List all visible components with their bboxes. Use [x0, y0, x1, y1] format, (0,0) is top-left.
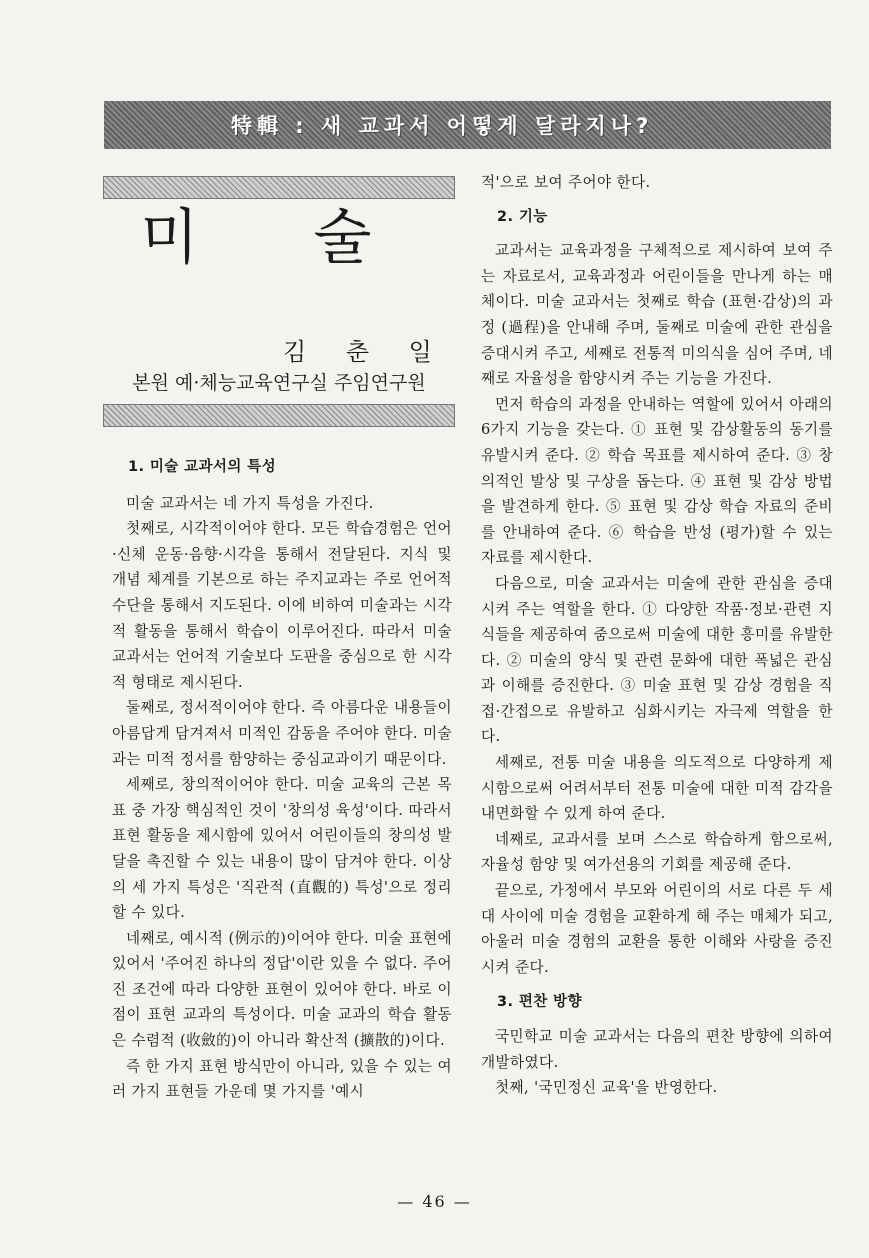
article-title: 미 술: [140, 203, 420, 273]
section-2-heading: 2. 기능: [497, 208, 548, 225]
paragraph: 다음으로, 미술 교과서는 미술에 관한 관심을 증대시켜 주는 역할을 한다. ① 다양한 작품·정보·관련 지식들을 제공하여 줌으로써 미술에 대한 흥미를 유발한다. ② 미술의 양식 및 관련 문화에 대한 폭넓은 관심과 이해를 증진한다. ③ 미술 표현 및 감상 경험을 직접·간접으로 유발하고 심화시키는 자극제 역할을 한다.: [481, 574, 833, 746]
paragraph: 교과서는 교육과정을 구체적으로 제시하여 보여 주는 자료로서, 교육과정과 어린이들을 만나게 하는 매체이다. 미술 교과서는 첫째로 학습 (표현·감상)의 과정 (過程)을 안내해 주며, 둘째로 미술에 관한 관심을 증대시켜 주고, 세째로 전통적 미의식을 심어 주며, 네째로 자율성을 함양시켜 주는 기능을 가진다.: [481, 242, 833, 388]
banner-title: 特輯 : 새 교과서 어떻게 달라지나?: [231, 114, 654, 138]
paragraph: 세째로, 창의적이어야 한다. 미술 교육의 근본 목표 중 가장 핵심적인 것이 '창의성 육성'이다. 따라서 표현 활동을 제시함에 있어서 어린이들의 창의성 발달을 촉진할 수 있는 내용이 많이 담겨야 한다. 이상의 세 가지 특성은 '직관적 (直觀的) 특성'으로 정리할 수 있다.: [112, 776, 452, 922]
section-1-heading: 1. 미술 교과서의 특성: [128, 459, 276, 475]
paragraph: 국민학교 미술 교과서는 다음의 편찬 방향에 의하여 개발하였다.: [481, 1028, 833, 1071]
page-number: — 46 —: [397, 1192, 472, 1211]
paragraph: 첫째, '국민정신 교육'을 반영한다.: [495, 1079, 718, 1097]
paragraph: 끝으로, 가정에서 부모와 어린이의 서로 다른 두 세대 사이에 미술 경험을 교환하게 해 주는 매체가 되고, 아울러 미술 경험의 교환을 통한 이해와 사랑을 증진시켜 준다.: [481, 882, 833, 976]
feature-banner: [104, 101, 831, 149]
author-name: 김 춘 일: [283, 338, 448, 366]
paragraph: 먼저 학습의 과정을 안내하는 역할에 있어서 아래의 6가지 기능을 갖는다. ① 표현 및 감상활동의 동기를 유발시켜 준다. ② 학습 목표를 제시하여 준다. ③ 창의적인 발상 및 구상을 돕는다. ④ 표현 및 감상 방법을 발견하게 한다. ⑤ 표현 및 감상 학습 자료의 준비를 안내하여 준다. ⑥ 학습을 반성 (평가)할 수 있는 자료를 제시한다.: [481, 395, 833, 567]
paragraph: 세째로, 전통 미술 내용을 의도적으로 다양하게 제시함으로써 어려서부터 전통 미술에 대한 미적 감각을 내면화할 수 있게 하여 준다.: [481, 754, 833, 823]
paragraph-continuation: 적'으로 보여 주어야 한다.: [481, 174, 651, 191]
paragraph: 네째로, 교과서를 보며 스스로 학습하게 함으로써, 자율성 함양 및 여가선용의 기회를 제공해 준다.: [481, 830, 833, 874]
author-affiliation: 본원 예·체능교육연구실 주임연구원: [132, 372, 426, 394]
right-column: [481, 170, 833, 1101]
section-3-heading: 3. 편찬 방향: [497, 994, 582, 1011]
paragraph: 첫째로, 시각적이어야 한다. 모든 학습경험은 언어·신체 운동·음향·시각을 통해서 전달된다. 지식 및 개념 체계를 기본으로 하는 주지교과는 주로 언어적 수단을 통해서 지도된다. 이에 비하여 미술과는 시각적 활동을 통해서 학습이 이루어진다. 따라서 미술 교과서는 언어적 기술보다 도판을 중심으로 한 시각적 형태로 제시된다.: [112, 520, 452, 691]
paragraph: 즉 한 가지 표현 방식만이 아니라, 있을 수 있는 여러 가지 표현들 가운데 몇 가지를 '예시: [112, 1057, 452, 1101]
paragraph: 네째로, 예시적 (例示的)이어야 한다. 미술 표현에 있어서 '주어진 하나의 정답'이란 있을 수 없다. 주어진 조건에 따라 다양한 표현이 있어야 한다. 바로 이 점이 표현 교과의 특성이다. 미술 교과의 학습 활동은 수렴적 (收斂的)이 아니라 확산적 (擴散的)이다.: [112, 929, 452, 1050]
title-top-rule: [103, 176, 455, 199]
paragraph: 둘째로, 정서적이어야 한다. 즉 아름다운 내용들이 아름답게 담겨져서 미적인 감동을 주어야 한다. 미술과는 미적 정서를 함양하는 중심교과이기 때문이다.: [112, 699, 452, 768]
title-bottom-rule: [103, 404, 455, 427]
paragraph: 미술 교과서는 네 가지 특성을 가진다.: [126, 494, 374, 512]
left-column: [112, 455, 452, 1105]
